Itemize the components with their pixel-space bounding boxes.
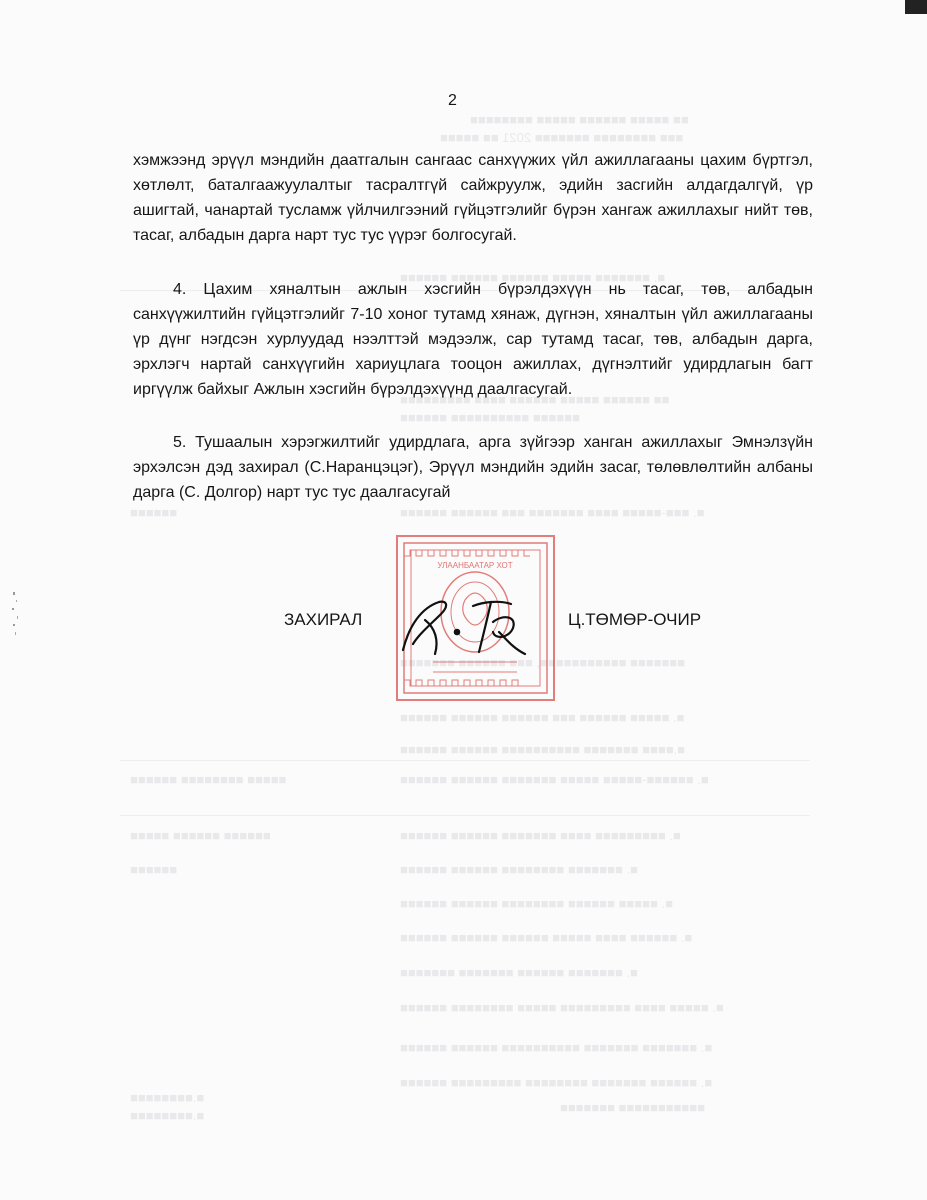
paragraph-item-5: 5. Тушаалын хэрэгжилтийг удирдлага, арга зүйгээр ханган ажиллахыг Эмнэлзүйн эрхэлсэн дэд захирал (С.Наранцэцэг), Эрүүл мэндийн эдийн засаг, төлөвлөлтийн албаны дарга (С. Долгор) нарт тус тус даалгасугай bbox=[133, 434, 813, 501]
bleed-through-text: ■.■■■■■■■■ bbox=[130, 1090, 205, 1105]
scan-corner-mark bbox=[905, 0, 927, 14]
bleed-through-text: ■. ■■■■■■-■■■■■ ■■■■■ ■■■■■■■ ■■■■■■ ■■■■■■ bbox=[400, 772, 709, 787]
bleed-through-text: ■. ■■■■■■■ ■■■■■ ■■■■■■ ■■■■■■ ■■■■■■ bbox=[400, 270, 666, 285]
bleed-through-text: ■■ ■■■■■■ ■■■■■ ■■■■■■ ■■■■ ■■■■■■■■■ bbox=[400, 392, 670, 407]
bleed-through-text: ■■■■■■ ■■■■■■ ■■■■■ bbox=[130, 828, 271, 843]
bleed-through-text: ■■■■■ ■■■■■■■■ ■■■■■■ bbox=[130, 772, 287, 787]
signatory-name: Ц.ТӨМӨР-ОЧИР bbox=[568, 610, 702, 629]
signatory-title: ЗАХИРАЛ bbox=[284, 610, 363, 629]
bleed-through-text: ■. ■■■■■ ■■■■■■ ■■■■■■■■ ■■■■■■ ■■■■■■ bbox=[400, 896, 673, 911]
bleed-through-text: ■■■ ■■■■■■■■ ■■■■■■■ 2021 ■■ ■■■■■ bbox=[440, 130, 684, 145]
bleed-through-rule bbox=[120, 815, 810, 816]
svg-text:УЛААНБААТАР ХОТ: УЛААНБААТАР ХОТ bbox=[437, 561, 513, 570]
paragraph-continuation: хэмжээнд эрүүл мэндийн даатгалын сангаас санхүүжих үйл ажиллагааны цахим бүртгэл, хөтлөлт, баталгаажуулалтыг тасралтгүй сайжруулж, эдийн засгийн алдагдалгүй, үр ашигтай, чанартай тусламж үйлчилгээний гүйцэтгэлийг бүрэн хангаж ажиллахыг нийт төв, тасаг, албадын дарга нарт тус тус үүрэг болгосугай. bbox=[133, 152, 813, 244]
bleed-through-text: ■■■■■■■ ■■■■■■■■■■■, ■■■ ■■■■■■ ■■■■■■■ bbox=[400, 655, 686, 670]
bleed-through-text: ■■ ■■■■■ ■■■■■■ ■■■■■ ■■■■■■■■ bbox=[470, 112, 689, 127]
paragraph-item-4: 4. Цахим хяналтын ажлын хэсгийн бүрэлдэхүүн нь тасаг, төв, албадын санхүүжилтийн гүйцэтгэлийг 7-10 хоног тутамд хянаж, дүгнэн, хяналтын үйл ажиллагааны үр дүнг нэгдсэн хурлуудад нээлттэй мэдээлж, сар тутамд тасаг, төв, албадын дарга, эрхлэгч нартай санхүүгийн хариуцлага тооцон ажиллах, дүгнэлтийг удирдлагын багт иргүүлж байхыг Ажлын хэсгийн бүрэлдэхүүнд даалгасугай. bbox=[133, 281, 813, 398]
bleed-through-text: ■. ■■■■■ ■■■■ ■■■■■■■■■ ■■■■■ ■■■■■■■■ ■■■■■■ bbox=[400, 1000, 724, 1015]
bleed-through-text: ■. ■■■-■■■■■ ■■■■ ■■■■■■■ ■■■ ■■■■■■ ■■■■■■ bbox=[400, 505, 705, 520]
bleed-through-text: ■■■■■■ ■■■■■■■■■■ ■■■■■■ bbox=[400, 410, 580, 425]
bleed-through-text: ■. ■■■■■■ ■■■■■■■ ■■■■■■■■ ■■■■■■■■■ ■■■■■■ bbox=[400, 1075, 713, 1090]
scan-speck-marks bbox=[10, 590, 24, 640]
bleed-through-text: ■■■■■■■■■■■ ■■■■■■■ bbox=[560, 1100, 705, 1115]
handwritten-signature bbox=[395, 592, 535, 662]
bleed-through-text: ■■■■■■ bbox=[130, 505, 178, 520]
bleed-through-text: ■. ■■■■■ ■■■■■■ ■■■ ■■■■■■ ■■■■■■ ■■■■■■ bbox=[400, 710, 685, 725]
bleed-through-text: ■. ■■■■■■■ ■■■■■■■■ ■■■■■■ ■■■■■■ bbox=[400, 862, 638, 877]
bleed-through-text: ■■■■■■ bbox=[130, 862, 178, 877]
bleed-through-text: ■. ■■■■■■■ ■■■■■■■ ■■■■■■■■■■ ■■■■■■ ■■■■■■ bbox=[400, 1040, 713, 1055]
bleed-through-text: ■. ■■■■■■■■■ ■■■■ ■■■■■■■ ■■■■■■ ■■■■■■ bbox=[400, 828, 681, 843]
page-number: 2 bbox=[448, 92, 457, 109]
bleed-through-text: ■.■■■■ ■■■■■■■ ■■■■■■■■■■ ■■■■■■ ■■■■■■ bbox=[400, 742, 686, 757]
bleed-through-text: ■.■■■■■■■■ bbox=[130, 1108, 205, 1123]
bleed-through-text: ■. ■■■■■■■ ■■■■■■ ■■■■■■■ ■■■■■■■ bbox=[400, 965, 638, 980]
bleed-through-rule bbox=[120, 760, 810, 761]
bleed-through-text: ■. ■■■■■■ ■■■■ ■■■■■ ■■■■■■ ■■■■■■ ■■■■■■ bbox=[400, 930, 693, 945]
